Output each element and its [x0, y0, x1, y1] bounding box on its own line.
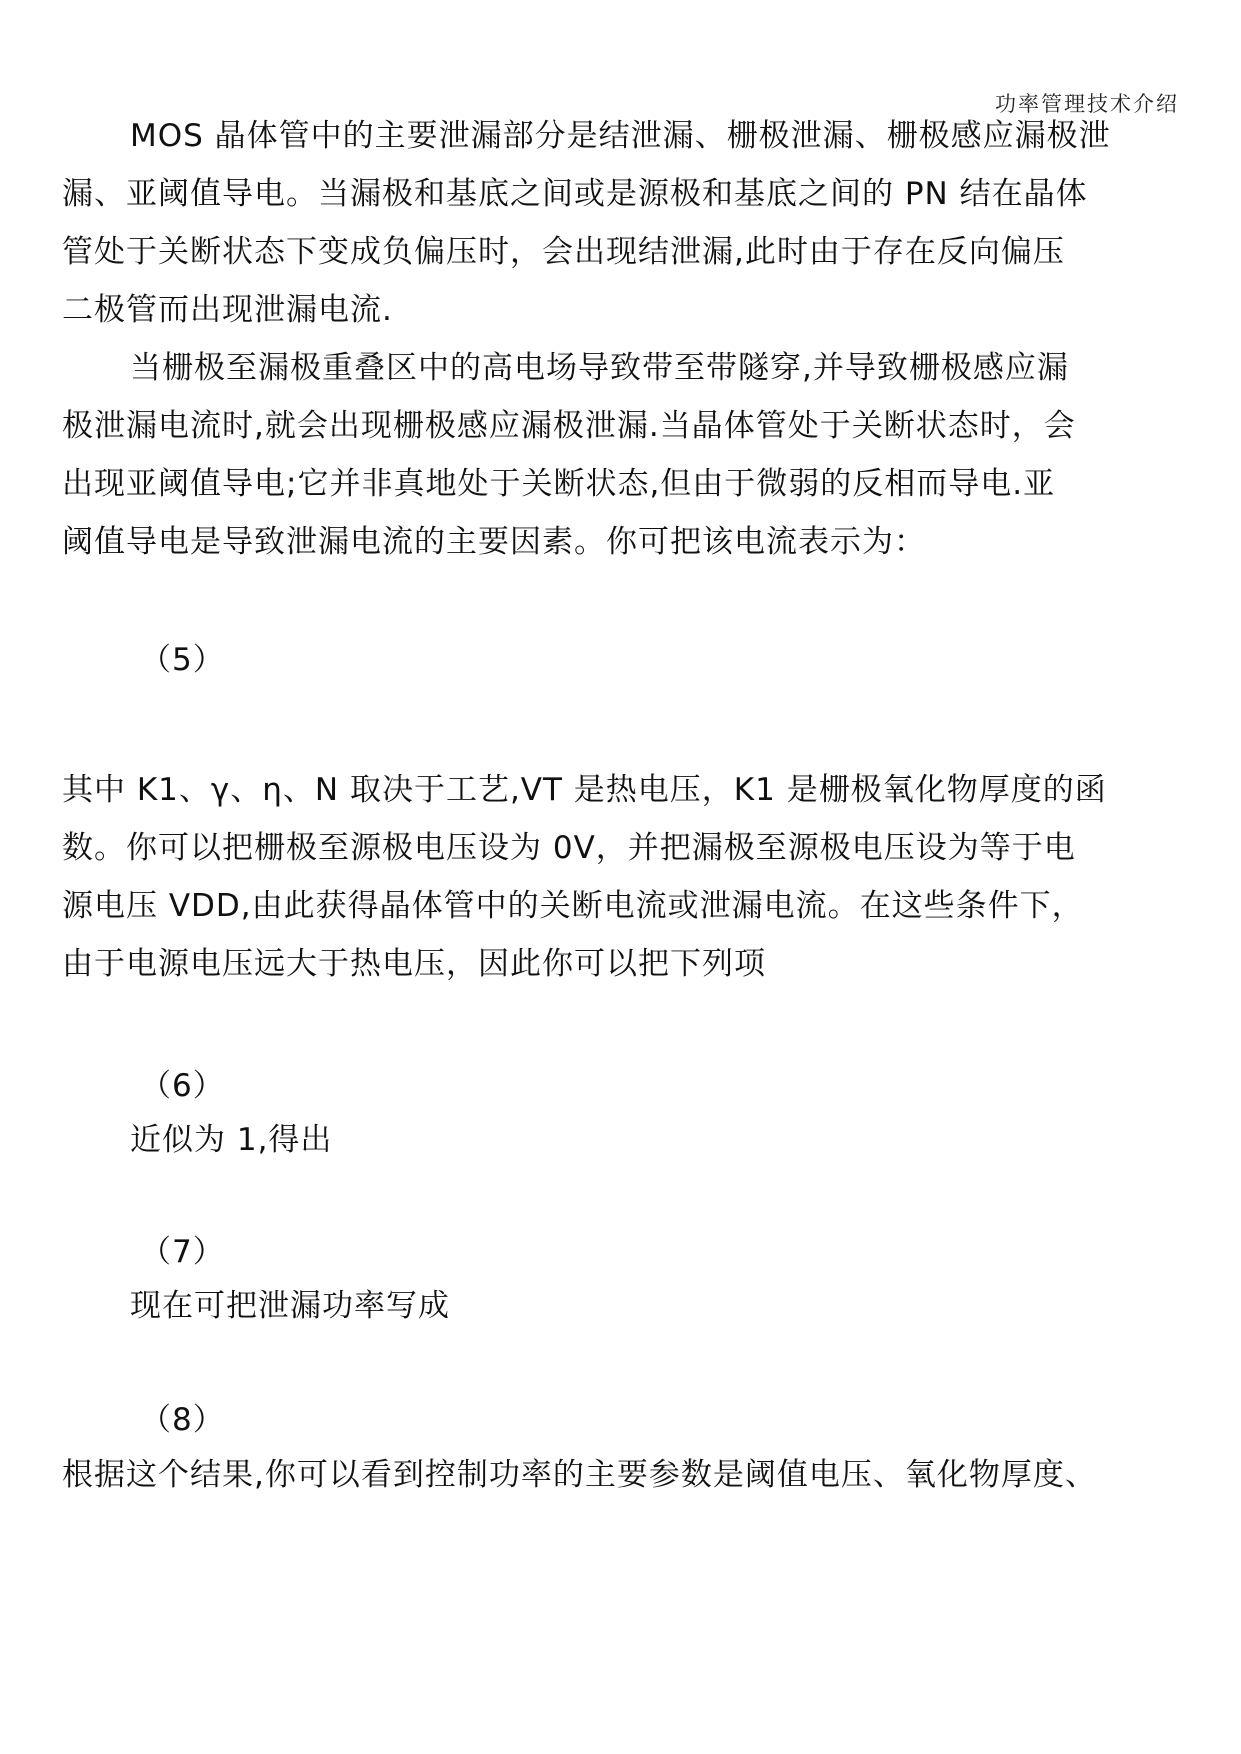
approx-text: 近似为 1,得出 [130, 1122, 333, 1158]
paragraph-1-line-3: 管处于关断状态下变成负偏压时，会出现结泄漏,此时由于存在反向偏压 [62, 234, 1065, 270]
equation-5-label: （5） [140, 642, 225, 678]
paragraph-2-line-3: 出现亚阈值导电;它并非真地处于关断状态,但由于微弱的反相而导电.亚 [62, 466, 1056, 502]
paragraph-1-line-1: MOS 晶体管中的主要泄漏部分是结泄漏、栅极泄漏、栅极感应漏极泄 [130, 118, 1111, 154]
paragraph-2-line-4: 阈值导电是导致泄漏电流的主要因素。你可把该电流表示为： [62, 524, 926, 560]
equation-7-label: （7） [140, 1234, 225, 1270]
paragraph-2-line-1: 当栅极至漏极重叠区中的高电场导致带至带隧穿,并导致栅极感应漏 [130, 350, 1069, 386]
equation-8-label: （8） [140, 1402, 225, 1438]
paragraph-3-line-4: 由于电源电压远大于热电压，因此你可以把下列项 [62, 946, 766, 982]
equation-6-label: （6） [140, 1068, 225, 1104]
paragraph-3-line-2: 数。你可以把栅极至源极电压设为 0V，并把漏极至源极电压设为等于电 [62, 830, 1076, 866]
paragraph-4-line-1: 根据这个结果,你可以看到控制功率的主要参数是阈值电压、氧化物厚度、 [62, 1457, 1097, 1493]
paragraph-3-line-3: 源电压 VDD,由此获得晶体管中的关断电流或泄漏电流。在这些条件下， [62, 888, 1084, 924]
page-header-title: 功率管理技术介绍 [995, 92, 1179, 116]
paragraph-3-line-1: 其中 K1、γ、η、N 取决于工艺,VT 是热电压，K1 是栅极氧化物厚度的函 [62, 772, 1107, 808]
paragraph-1-line-2: 漏、亚阈值导电。当漏极和基底之间或是源极和基底之间的 PN 结在晶体 [62, 176, 1088, 212]
paragraph-1-line-4: 二极管而出现泄漏电流. [62, 292, 393, 328]
paragraph-2-line-2: 极泄漏电流时,就会出现栅极感应漏极泄漏.当晶体管处于关断状态时，会 [62, 408, 1076, 444]
leakage-power-text: 现在可把泄漏功率写成 [130, 1288, 450, 1324]
